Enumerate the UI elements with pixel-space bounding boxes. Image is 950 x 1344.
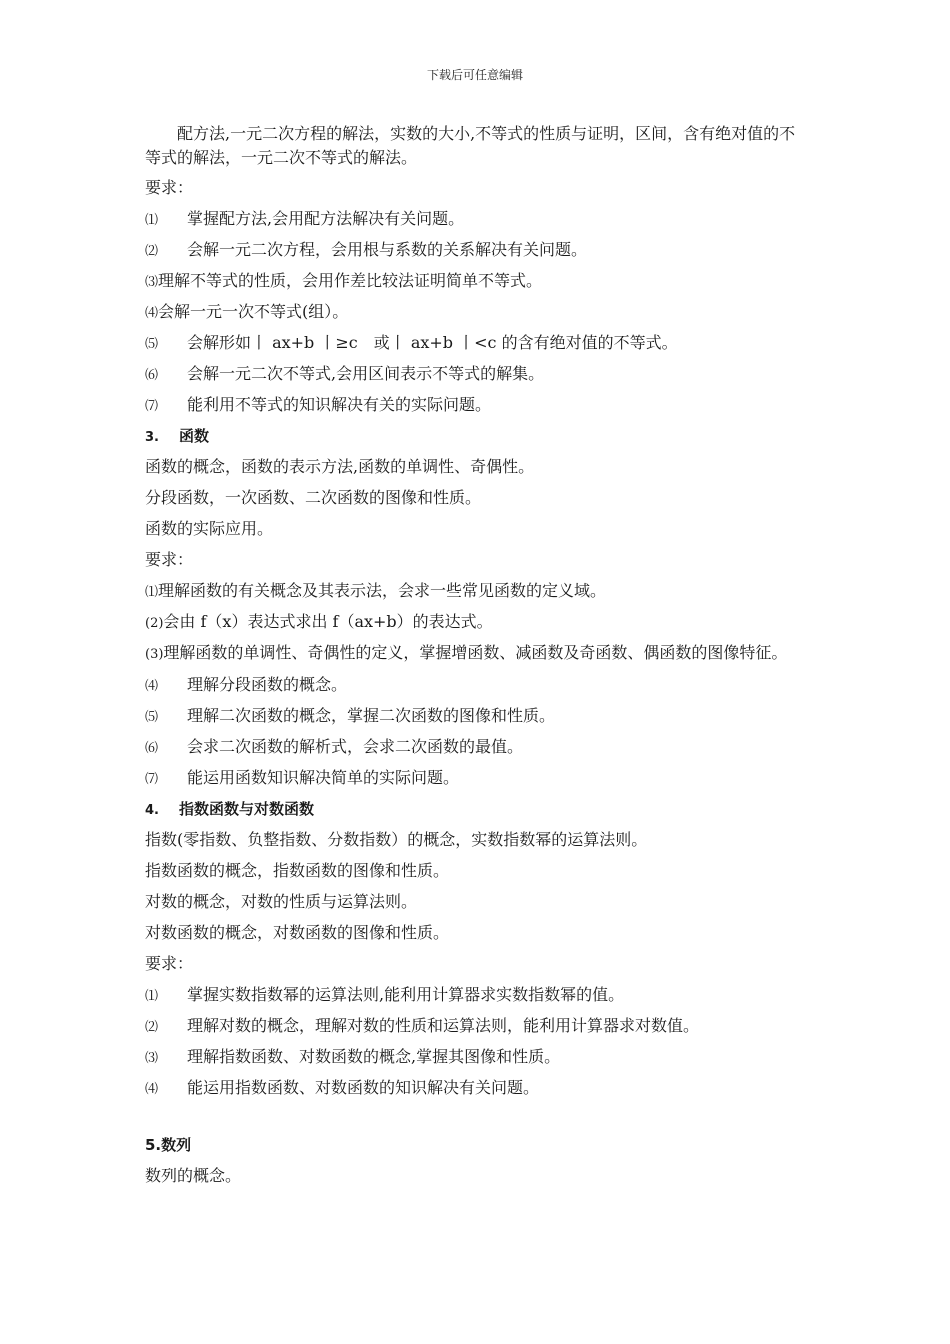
section-text: 函数的概念，函数的表示方法,函数的单调性、奇偶性。 — [145, 457, 535, 476]
list-item: ⑷会解一元一次不等式(组）。 — [145, 302, 349, 321]
list-item: ⑷ 能运用指数函数、对数函数的知识解决有关问题。 — [145, 1078, 540, 1097]
list-item: ⑴ 掌握实数指数幂的运算法则,能利用计算器求实数指数幂的值。 — [145, 985, 625, 1004]
list-item: ⑸ 会解形如丨 ax+b 丨≥c 或丨 ax+b 丨<c 的含有绝对值的不等式。 — [145, 333, 678, 352]
requirements-label: 要求： — [145, 178, 194, 197]
list-item: ⑶ 理解指数函数、对数函数的概念,掌握其图像和性质。 — [145, 1047, 561, 1066]
section-heading-functions: 3. 函数 — [145, 427, 210, 445]
list-item: (2)会由 f（x）表达式求出 f（ax+b）的表达式。 — [145, 612, 493, 631]
requirements-label: 要求： — [145, 550, 194, 569]
section-text: 对数函数的概念，对数函数的图像和性质。 — [145, 923, 450, 942]
list-item: ⑵ 理解对数的概念，理解对数的性质和运算法则，能利用计算器求对数值。 — [145, 1016, 700, 1035]
section-heading-exponential: 4. 指数函数与对数函数 — [145, 800, 315, 818]
list-item: ⑹ 会解一元二次不等式,会用区间表示不等式的解集。 — [145, 364, 545, 383]
list-item: ⑴理解函数的有关概念及其表示法，会求一些常见函数的定义域。 — [145, 581, 607, 600]
section-text: 指数(零指数、负整指数、分数指数）的概念，实数指数幂的运算法则。 — [145, 830, 648, 849]
section-text: 分段函数，一次函数、二次函数的图像和性质。 — [145, 488, 482, 507]
document-body — [145, 122, 810, 1195]
section-text: 指数函数的概念，指数函数的图像和性质。 — [145, 861, 450, 880]
list-item: ⑸ 理解二次函数的概念，掌握二次函数的图像和性质。 — [145, 706, 556, 725]
section-text: 对数的概念，对数的性质与运算法则。 — [145, 892, 418, 911]
section-text: 数列的概念。 — [145, 1166, 242, 1185]
section-text: 函数的实际应用。 — [145, 519, 274, 538]
requirements-label: 要求： — [145, 954, 194, 973]
intro-paragraph: 配方法,一元二次方程的解法，实数的大小,不等式的性质与证明，区间，含有绝对值的不等式的解法，一元二次不等式的解法。 — [145, 124, 796, 167]
list-item: ⑺ 能运用函数知识解决简单的实际问题。 — [145, 768, 460, 787]
list-item: ⑷ 理解分段函数的概念。 — [145, 675, 348, 694]
list-item: ⑴ 掌握配方法,会用配方法解决有关问题。 — [145, 209, 465, 228]
list-item: ⑹ 会求二次函数的解析式，会求二次函数的最值。 — [145, 737, 524, 756]
page-header: 下载后可任意编辑 — [426, 68, 523, 82]
section-heading-sequences: 5.数列 — [145, 1136, 192, 1154]
list-item: ⑵ 会解一元二次方程，会用根与系数的关系解决有关问题。 — [145, 240, 588, 259]
spacer — [145, 1107, 810, 1133]
list-item: (3)理解函数的单调性、奇偶性的定义，掌握增函数、减函数及奇函数、偶函数的图像特征。 — [145, 643, 788, 662]
list-item: ⑺ 能利用不等式的知识解决有关的实际问题。 — [145, 395, 492, 414]
list-item: ⑶理解不等式的性质，会用作差比较法证明简单不等式。 — [145, 271, 543, 290]
